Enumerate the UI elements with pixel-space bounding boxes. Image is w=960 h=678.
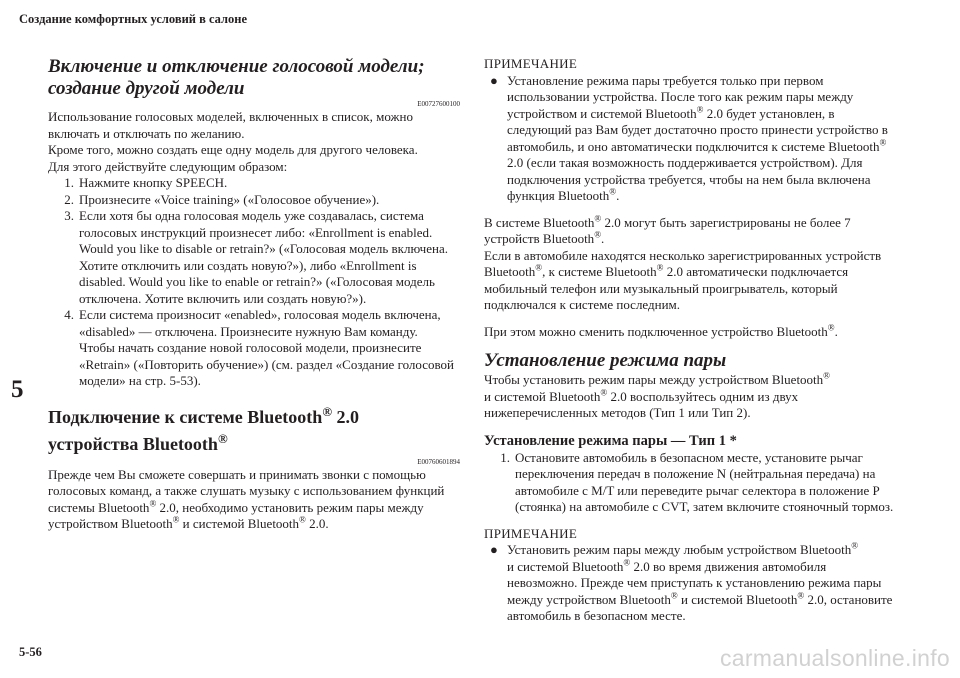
step-number: 1. [500, 449, 510, 465]
note-text: Установление режима пары требуется только при первом использовании устройства. После того как режим пары между устройством и системой Bluetooth® 2.0 будет установлен, в следующий раз Вам будет достаточно просто принести устройство в автомобиль, и оно автоматически подключится к системе Bluetooth® 2.0 (если такая возможность поддерживается устройством). Для подключения устройства требуется, чтобы на нем была включена функция Bluetooth®. [507, 72, 888, 203]
section-code: E00727600100 [417, 100, 460, 108]
bullet-icon: ● [490, 542, 498, 557]
note-bullet [484, 542, 896, 625]
paragraph: Для этого действуйте следующим образом: [48, 158, 288, 174]
left-column [48, 56, 460, 533]
note-text: Установить режим пары между любым устройством Bluetooth® и системой Bluetooth® 2.0 во время движения автомобиля невозможно. Прежде чем приступать к установлению режима пары между устройством Bluetooth® и системой Bluetooth® 2.0, остановите автомобиль в безопасном месте. [507, 540, 893, 623]
step-text: Если система произносит «enabled», голосовая модель включена, «disabled» — отключена. Произнесите нужную Вам команду. [79, 307, 441, 339]
step-number [48, 340, 79, 390]
paragraph: Использование голосовых моделей, включенных в список, можно включать и отключать по желанию. [48, 109, 413, 141]
step-item [48, 340, 460, 390]
section-title-voice-model: Включение и отключение голосовой модели; создание другой модели [48, 56, 425, 99]
page-number: 5-56 [19, 645, 42, 659]
step-item [48, 175, 460, 192]
step-text: Остановите автомобиль в безопасном месте, установите рычаг переключения передач в положение N (нейтральная передача) на автомобиле с M/T или переведите рычаг селектора в положение P (стоянка) на автомобиле с CVT, затем включите стояночный тормоз. [515, 449, 894, 514]
note-title: ПРИМЕЧАНИЕ [484, 525, 578, 541]
step-number: 3. [64, 208, 74, 223]
paragraph: При этом можно сменить подключенное устройство Bluetooth®. [484, 322, 838, 339]
paragraph: Кроме того, можно создать еще одну модель для другого человека. [48, 142, 418, 157]
bullet-icon: ● [490, 72, 498, 88]
step-number: 2. [64, 191, 74, 207]
step-item [48, 192, 460, 209]
step-text: Чтобы начать создание новой голосовой модели, произнесите «Retrain» («Повторить обучение») (см. раздел «Создание голосовой модели» на стр. 5-53). [79, 340, 454, 388]
section-code: E00760601894 [417, 457, 460, 466]
steps-list [48, 175, 460, 390]
note-title: ПРИМЕЧАНИЕ [484, 56, 578, 71]
step-text: Если хотя бы одна голосовая модель уже создавалась, система голосовых инструкций произнесет либо: «Enrollment is enabled. Would you like to disable or retrain?» («Голосовая модель включена. Хотите отключить или создать новую?»), либо «Enrollment is disabled. Would you like to enable or retrain?» («Голосовая модель отключена. Хотите включить или создать новую?»). [79, 208, 448, 306]
section-title-pairing: Установление режима пары [484, 350, 727, 371]
step-text: Нажмите кнопку SPEECH. [79, 175, 228, 190]
paragraph: Если в автомобиле находятся несколько зарегистрированных устройств Bluetooth®, к системе Bluetooth® 2.0 автоматически подключается мобильный телефон или музыкальный проигрыватель, который подключался к системе последним. [484, 247, 882, 312]
paragraph: В системе Bluetooth® 2.0 могут быть зарегистрированы не более 7 устройств Bluetooth®. [484, 213, 851, 246]
running-header: Создание комфортных условий в салоне [19, 12, 248, 26]
section-title-bluetooth-connect: Подключение к системе Bluetooth® 2.0 устройства Bluetooth® [48, 403, 360, 454]
section-title-pairing-type1: Установление режима пары — Тип 1 * [484, 432, 737, 449]
steps-list [484, 450, 896, 516]
chapter-tab-number: 5 [11, 376, 24, 403]
note-bullet [484, 73, 896, 205]
step-number: 1. [64, 175, 74, 190]
watermark: carmanualsonline.info [719, 645, 950, 671]
step-item [48, 307, 460, 340]
step-number: 4. [64, 307, 74, 322]
paragraph: Чтобы установить режим пары между устройством Bluetooth® и системой Bluetooth® 2.0 воспользуйтесь одним из двух нижеперечисленных методов (Тип 1 или Тип 2). [484, 370, 831, 420]
right-column [484, 56, 896, 625]
step-item [484, 450, 896, 516]
step-text: Произнесите «Voice training» («Голосовое обучение»). [79, 191, 380, 207]
paragraph: Прежде чем Вы сможете совершать и принимать звонки с помощью голосовых команд, а также слушать музыку с использованием функций системы Bluetooth® 2.0, необходимо установить режим пары между устройством Bluetooth® и системой Bluetooth® 2.0. [48, 466, 445, 531]
step-item [48, 208, 460, 307]
